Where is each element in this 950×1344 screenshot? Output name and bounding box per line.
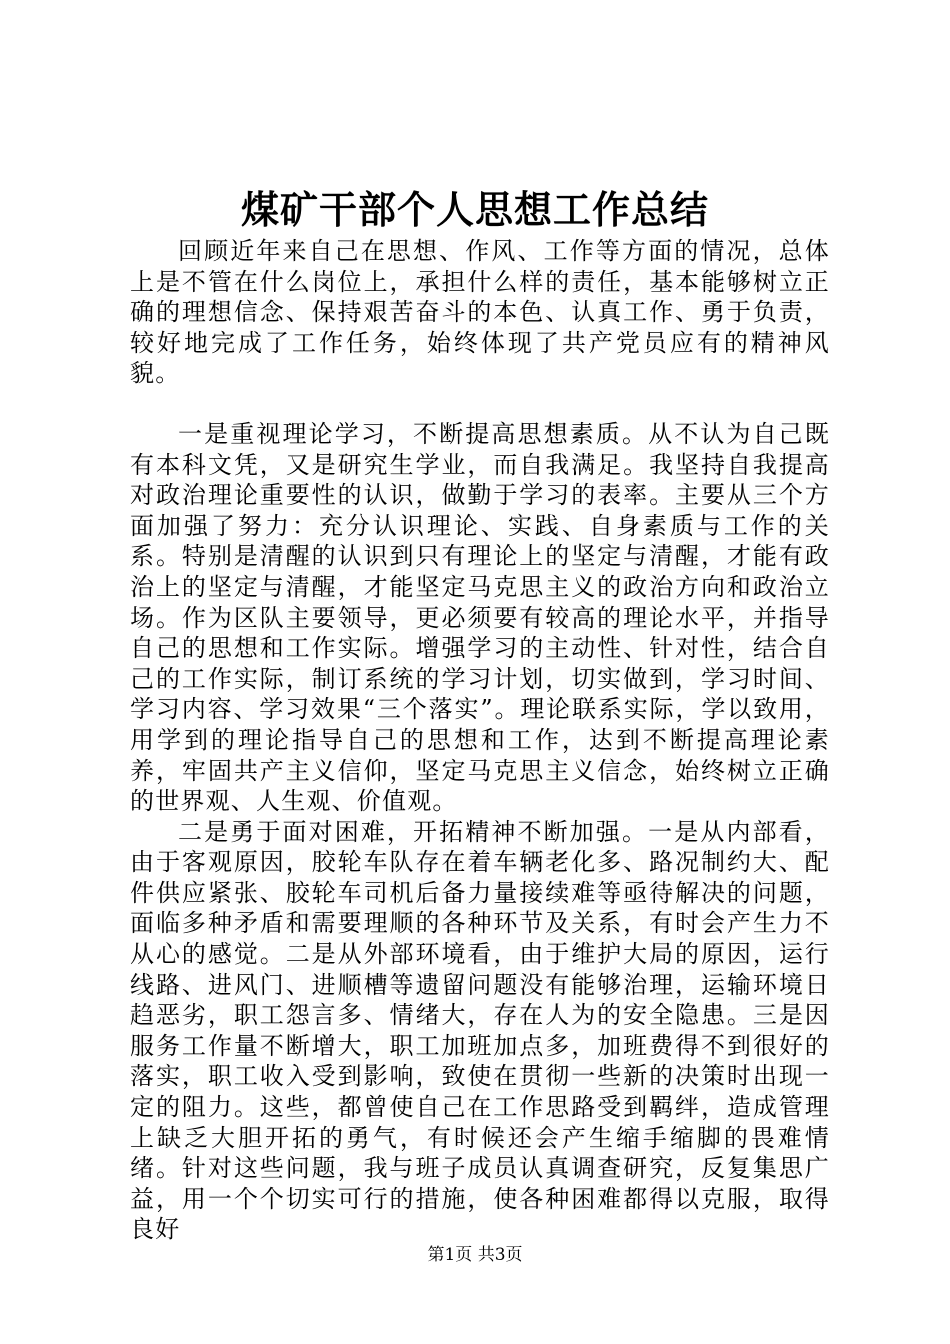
paragraph-facing-difficulties: 二是勇于面对困难，开拓精神不断加强。一是从内部看，由于客观原因，胶轮车队存在着车辆老化多、路况制约大、配件供应紧张、胶轮车司机后备力量接续难等亟待解决的问题，面临多种矛盾和需要理顺的各种环节及关系，有时会产生力不从心的感觉。二是从外部环境看，由于维护大局的原因，运行线路、进风门、进顺槽等遗留问题没有能够治理，运输环境日趋恶劣，职工怨言多、情绪大，存在人为的安全隐患。三是因服务工作量不断增大，职工加班加点多，加班费得不到很好的落实，职工收入受到影响，致使在贯彻一些新的决策时出现一定的阻力。这些，都曾使自己在工作思路受到羁绊，造成管理上缺乏大胆开拓的勇气，有时候还会产生缩手缩脚的畏难情绪。针对这些问题，我与班子成员认真调查研究，反复集思广益，用一个个切实可行的措施，使各种困难都得以克服，取得良好 [130,817,830,1244]
paragraph-theory-study: 一是重视理论学习，不断提高思想素质。从不认为自己既有本科文凭，又是研究生学业，而自我满足。我坚持自我提高对政治理论重要性的认识，做勤于学习的表率。主要从三个方面加强了努力：充分认识理论、实践、自身素质与工作的关系。特别是清醒的认识到只有理论上的坚定与清醒，才能有政治上的坚定与清醒，才能坚定马克思主义的政治方向和政治立场。作为区队主要领导，更必须要有较高的理论水平，并指导自己的思想和工作实际。增强学习的主动性、针对性，结合自己的工作实际，制订系统的学习计划，切实做到，学习时间、学习内容、学习效果“三个落实”。理论联系实际，学以致用，用学到的理论指导自己的思想和工作，达到不断提高理论素养，牢固共产主义信仰，坚定马克思主义信念，始终树立正确的世界观、人生观、价值观。 [130,419,830,816]
document-body [130,236,830,1245]
document-title: 煤矿干部个人思想工作总结 [240,187,709,232]
paragraph-intro: 回顾近年来自己在思想、作风、工作等方面的情况，总体上是不管在什么岗位上，承担什么样的责任，基本能够树立正确的理想信念、保持艰苦奋斗的本色、认真工作、勇于负责，较好地完成了工作任务，始终体现了共产党员应有的精神风貌。 [130,237,830,388]
page-number-footer: 第1页 共3页 [427,1245,523,1265]
